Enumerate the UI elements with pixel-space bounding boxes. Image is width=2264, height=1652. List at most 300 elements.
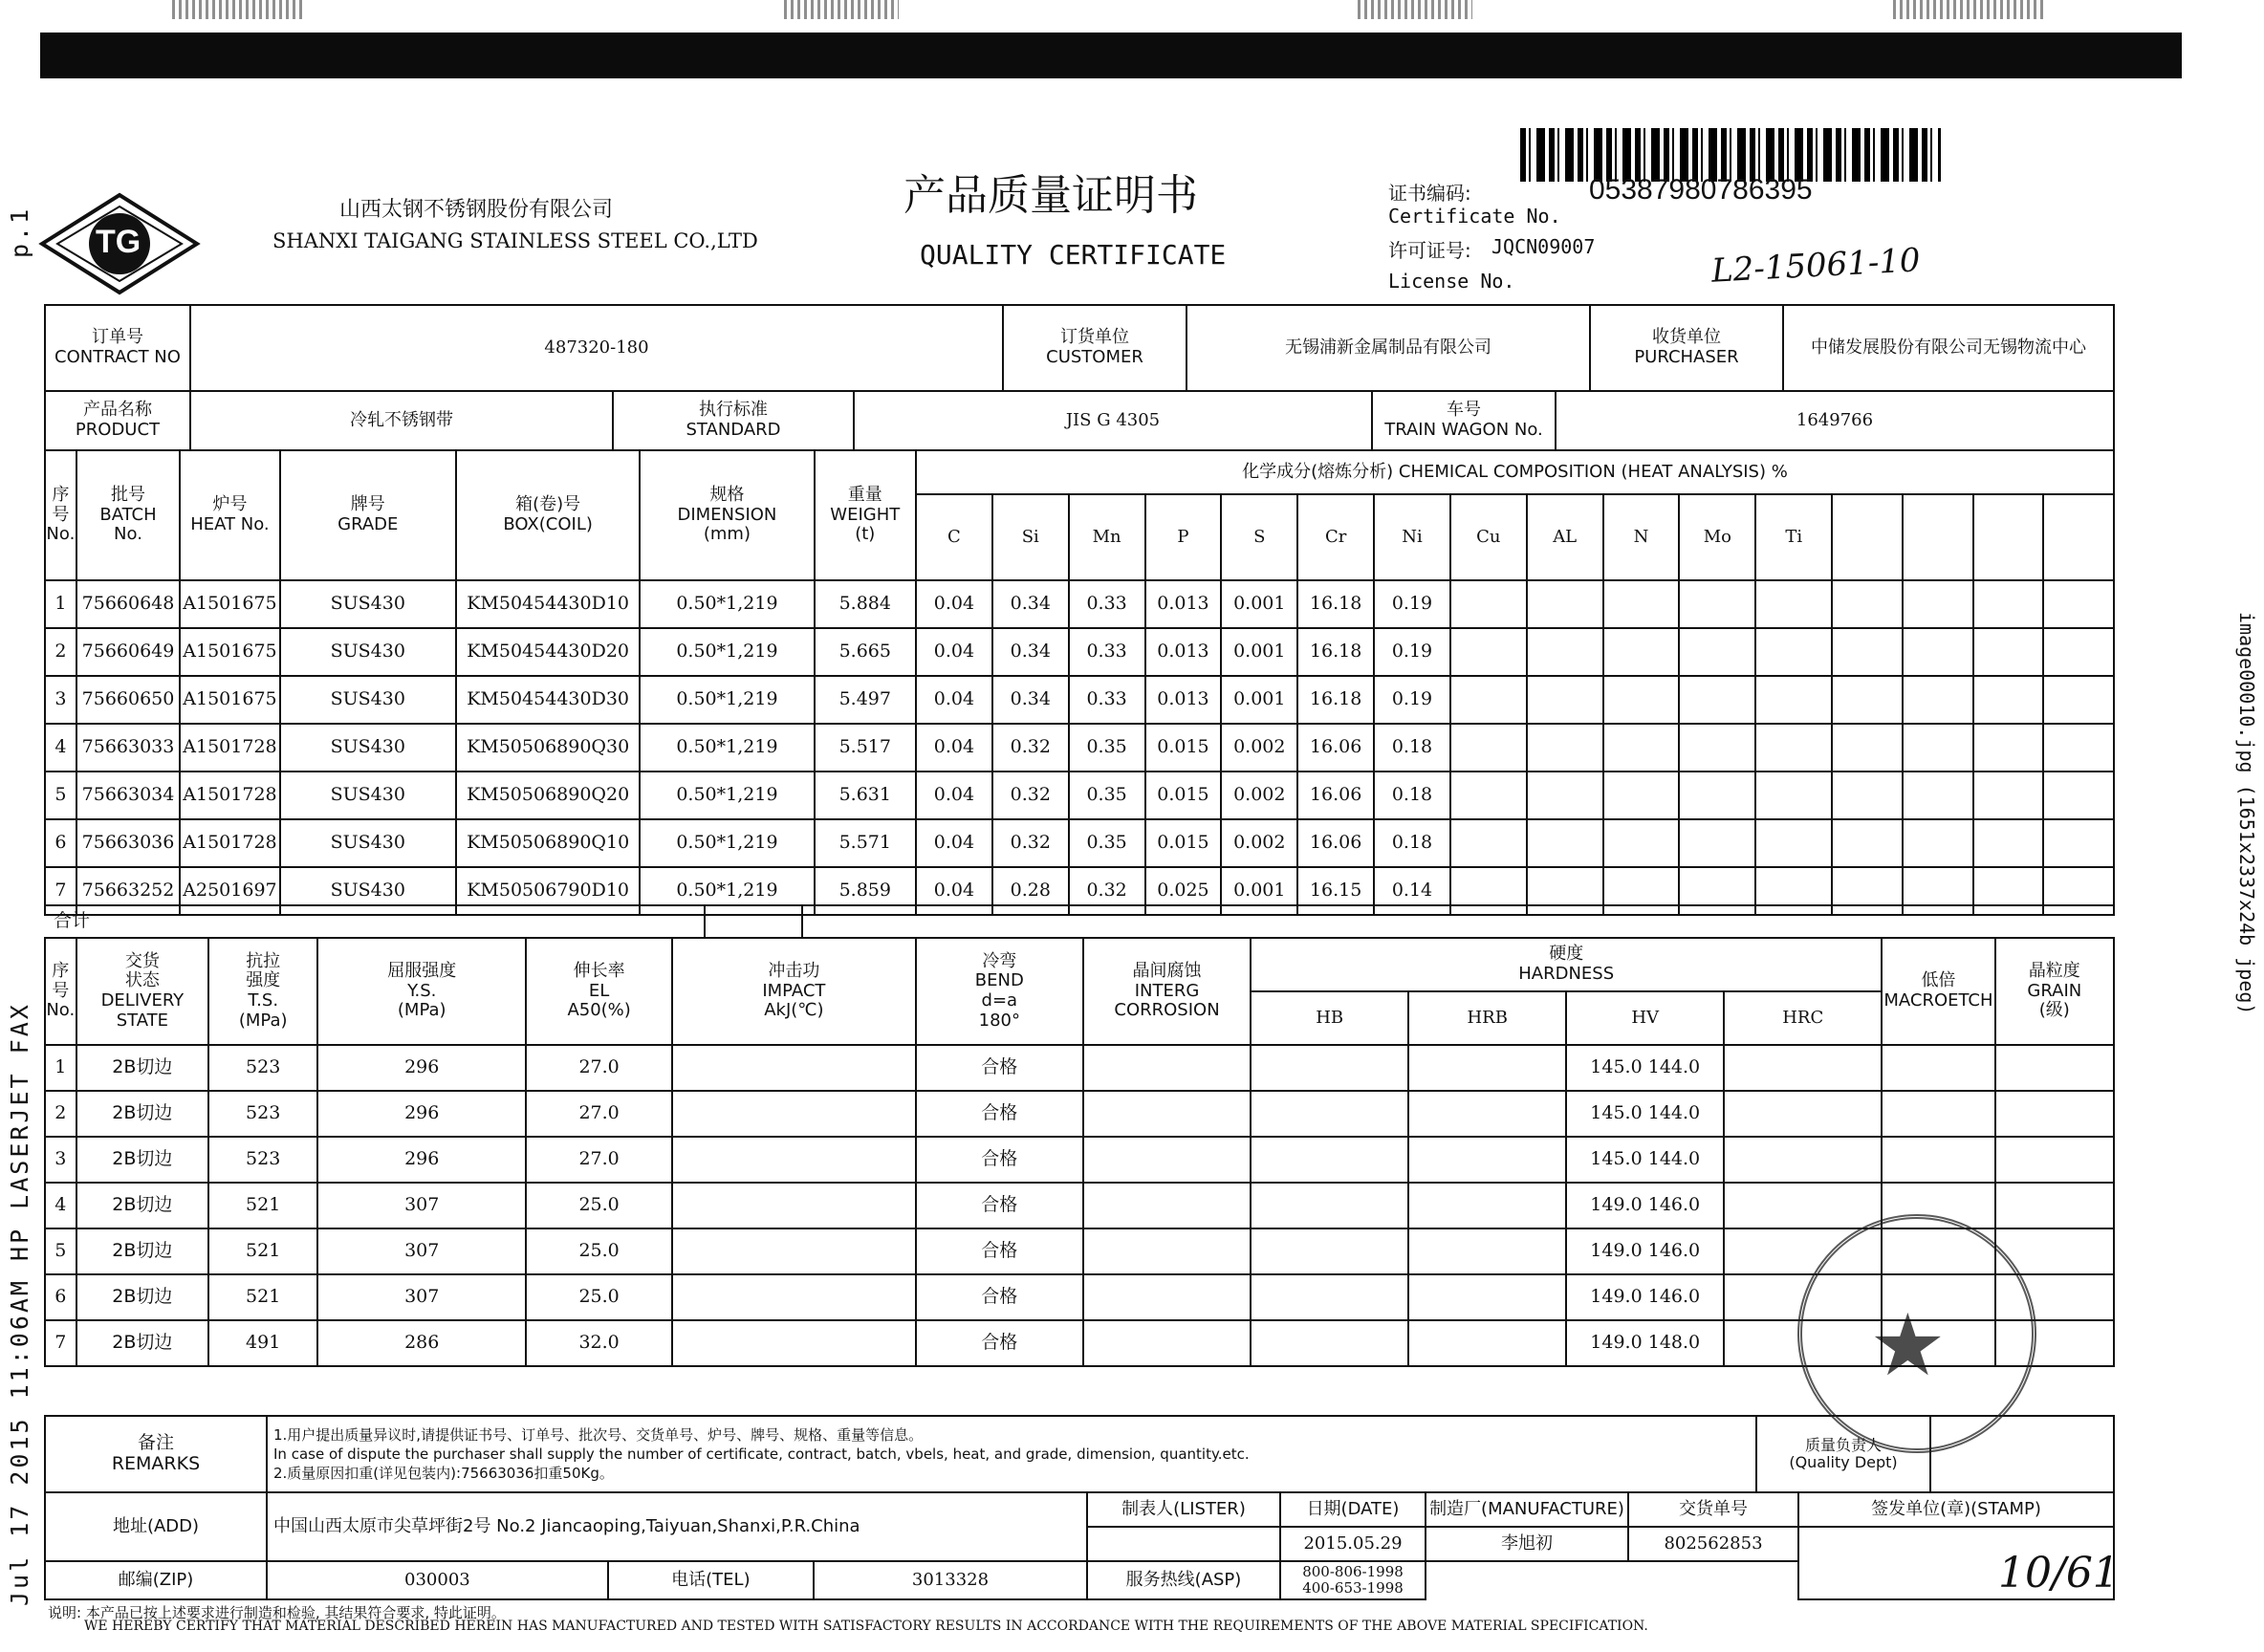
cell-heat: A1501675 — [180, 676, 279, 724]
cell-chem — [1679, 676, 1755, 724]
cell-delivery: 2B切边 — [76, 1045, 209, 1091]
standard-label: 执行标准 STANDARD — [613, 391, 854, 450]
cell-chem — [1973, 676, 2044, 724]
cell-no: 3 — [45, 1137, 76, 1183]
fax-side-header — [0, 96, 38, 1625]
cell-chem: 0.04 — [916, 580, 992, 628]
cell-empty — [1251, 1274, 1408, 1320]
official-stamp — [1797, 1214, 2036, 1453]
cell-no: 5 — [45, 1228, 76, 1274]
cell-chem: 0.04 — [916, 628, 992, 676]
cell-chem — [1755, 819, 1832, 867]
cell-chem: 16.06 — [1297, 724, 1374, 772]
cell-chem: 0.015 — [1145, 724, 1222, 772]
cell-chem — [1755, 628, 1832, 676]
cell-bend: 合格 — [916, 1183, 1083, 1228]
cell-empty — [1251, 1091, 1408, 1137]
cell-empty — [672, 1183, 916, 1228]
element-header — [1973, 494, 2044, 580]
cell-chem: 0.04 — [916, 819, 992, 867]
cell-bend: 合格 — [916, 1228, 1083, 1274]
cell-chem — [1450, 819, 1527, 867]
cell-chem: 0.32 — [992, 819, 1069, 867]
cell-chem: 0.32 — [992, 724, 1069, 772]
cell-chem — [1903, 580, 1973, 628]
element-header: S — [1221, 494, 1297, 580]
cell-no: 3 — [45, 676, 76, 724]
cell-weight: 5.665 — [815, 628, 916, 676]
fax-header-band — [40, 33, 2182, 78]
cell-empty — [1083, 1183, 1251, 1228]
logo-letters: TG — [96, 224, 142, 260]
cell-chem: 0.025 — [1145, 867, 1222, 915]
cell-delivery: 2B切边 — [76, 1091, 209, 1137]
col2-hardness: 硬度 HARDNESS — [1251, 938, 1882, 991]
cell-chem — [1755, 676, 1832, 724]
col-batch: 批号 BATCH No. — [76, 450, 181, 580]
element-header: Si — [992, 494, 1069, 580]
stamp-star-icon: ★ — [1869, 1295, 1947, 1396]
company-name-en: SHANXI TAIGANG STAINLESS STEEL CO.,LTD — [272, 229, 758, 252]
cell-empty — [1408, 1228, 1566, 1274]
table-row — [45, 1228, 2114, 1274]
cell-empty — [672, 1320, 916, 1366]
cell-hv: 149.0 148.0 — [1566, 1320, 1724, 1366]
cell-heat: A1501728 — [180, 819, 279, 867]
delivery-no-label: 交货单号 — [1628, 1492, 1798, 1527]
fax-noise — [1358, 0, 1472, 19]
cell-dim: 0.50*1,219 — [640, 724, 814, 772]
lister-label: 制表人(LISTER) — [1087, 1492, 1280, 1527]
cell-chem — [1603, 580, 1680, 628]
cell-chem — [1603, 676, 1680, 724]
asp-label: 服务热线(ASP) — [1087, 1561, 1280, 1599]
cell-chem — [1832, 580, 1903, 628]
cell-heat: A1501728 — [180, 724, 279, 772]
cell-delivery: 2B切边 — [76, 1274, 209, 1320]
element-header: Mo — [1679, 494, 1755, 580]
cell-dim: 0.50*1,219 — [640, 580, 814, 628]
cell-chem — [1973, 628, 2044, 676]
cell-chem — [1832, 628, 1903, 676]
cell-hv: 149.0 146.0 — [1566, 1228, 1724, 1274]
date-value: 2015.05.29 — [1280, 1527, 1426, 1561]
table-row — [45, 676, 2114, 724]
cell-empty — [672, 1137, 916, 1183]
cell-grade: SUS430 — [280, 867, 456, 915]
cell-chem — [1450, 676, 1527, 724]
cell-chem: 0.001 — [1221, 867, 1297, 915]
cell-batch: 75663252 — [76, 867, 181, 915]
element-header: Ni — [1374, 494, 1450, 580]
cell-box: KM50454430D20 — [456, 628, 640, 676]
cell-weight: 5.497 — [815, 676, 916, 724]
cell-delivery: 2B切边 — [76, 1228, 209, 1274]
cell-el: 25.0 — [526, 1183, 672, 1228]
cell-chem: 0.04 — [916, 867, 992, 915]
cell-chem — [2043, 724, 2114, 772]
cell-chem: 0.33 — [1069, 628, 1145, 676]
cell-chem — [1527, 819, 1603, 867]
footer-blank — [1426, 1561, 1798, 1599]
cell-empty — [1995, 1045, 2114, 1091]
remark-line: In case of dispute the purchaser shall supply the number of certificate, contract, batch, vbels, heat, and grade, dimension, quantity.etc. — [273, 1445, 1250, 1463]
stamp-label: 签发单位(章)(STAMP) — [1798, 1492, 2114, 1527]
cell-chem — [1603, 772, 1680, 819]
cell-grade: SUS430 — [280, 676, 456, 724]
product-info-table — [44, 390, 2115, 451]
image-filename: image00010.jpg (1651x2337x24b jpeg) — [2235, 612, 2258, 1015]
tel-label: 电话(TEL) — [608, 1561, 814, 1599]
title-cn: 产品质量证明书 — [903, 171, 1198, 220]
cell-chem — [1450, 580, 1527, 628]
element-header: P — [1145, 494, 1222, 580]
cell-delivery: 2B切边 — [76, 1137, 209, 1183]
lister-value — [1087, 1527, 1280, 1561]
cell-chem — [1755, 580, 1832, 628]
cell-el: 25.0 — [526, 1228, 672, 1274]
element-header — [1832, 494, 1903, 580]
cell-chem: 0.32 — [1069, 867, 1145, 915]
cell-chem — [1603, 819, 1680, 867]
table-row — [45, 772, 2114, 819]
cell-empty — [1083, 1274, 1251, 1320]
cell-chem: 0.002 — [1221, 772, 1297, 819]
total-label: 合计 — [44, 905, 705, 938]
fax-noise — [172, 0, 306, 19]
cell-dim: 0.50*1,219 — [640, 819, 814, 867]
cell-empty — [1408, 1183, 1566, 1228]
chemical-table-body — [45, 450, 2114, 915]
asp-value: 800-806-1998 400-653-1998 — [1280, 1561, 1426, 1599]
col2-impact: 冲击功 IMPACT AkJ(℃) — [672, 938, 916, 1045]
table-row — [45, 1045, 2114, 1091]
cell-bend: 合格 — [916, 1320, 1083, 1366]
cell-ts: 523 — [208, 1045, 317, 1091]
cell-weight: 5.571 — [815, 819, 916, 867]
wagon-label: 车号 TRAIN WAGON No. — [1372, 391, 1556, 450]
cell-chem — [2043, 819, 2114, 867]
customer-value: 无锡浦新金属制品有限公司 — [1186, 305, 1590, 391]
cell-chem: 0.015 — [1145, 772, 1222, 819]
cell-chem: 0.001 — [1221, 580, 1297, 628]
cell-el: 25.0 — [526, 1274, 672, 1320]
page-marker: p.1 — [6, 206, 33, 258]
cell-box: KM50506890Q20 — [456, 772, 640, 819]
cell-chem — [1679, 772, 1755, 819]
cell-empty — [1995, 1183, 2114, 1228]
col-box: 箱(卷)号 BOX(COIL) — [456, 450, 640, 580]
zip-label: 邮编(ZIP) — [45, 1561, 267, 1599]
cell-chem: 0.35 — [1069, 724, 1145, 772]
cell-chem — [1832, 724, 1903, 772]
cell-empty — [1995, 1091, 2114, 1137]
cell-ts: 521 — [208, 1274, 317, 1320]
cell-chem: 0.002 — [1221, 724, 1297, 772]
cell-chem — [1527, 724, 1603, 772]
cell-batch: 75663034 — [76, 772, 181, 819]
table-row — [45, 628, 2114, 676]
col-heat: 炉号 HEAT No. — [180, 450, 279, 580]
cell-empty — [1083, 1045, 1251, 1091]
cell-chem — [2043, 628, 2114, 676]
cell-hv: 149.0 146.0 — [1566, 1274, 1724, 1320]
cell-ys: 286 — [317, 1320, 526, 1366]
col2-bend: 冷弯 BEND d=a 180° — [916, 938, 1083, 1045]
manufacture-label: 制造厂(MANUFACTURE) — [1426, 1492, 1628, 1527]
cell-ys: 296 — [317, 1137, 526, 1183]
cell-chem — [1450, 724, 1527, 772]
handwritten-reference: L2-15061-10 — [1710, 241, 1922, 291]
quality-dept-label: 质量负责人 (Quality Dept) — [1756, 1416, 1930, 1492]
cell-chem: 16.06 — [1297, 772, 1374, 819]
element-header: Cu — [1450, 494, 1527, 580]
cell-chem: 0.35 — [1069, 772, 1145, 819]
cell-empty — [1408, 1045, 1566, 1091]
fax-timestamp: Jul 17 2015 11:06AM HP LASERJET FAX — [6, 1002, 33, 1606]
cell-chem: 0.04 — [916, 724, 992, 772]
cell-empty — [672, 1045, 916, 1091]
cell-chem: 0.18 — [1374, 724, 1450, 772]
cell-ts: 491 — [208, 1320, 317, 1366]
cell-chem — [1973, 724, 2044, 772]
license-label-en: License No. — [1388, 270, 1515, 293]
total-blank — [802, 905, 2115, 938]
cell-no: 2 — [45, 628, 76, 676]
cell-empty — [1083, 1091, 1251, 1137]
cell-chem — [1832, 676, 1903, 724]
cell-chem: 0.013 — [1145, 580, 1222, 628]
element-header: Mn — [1069, 494, 1145, 580]
cell-empty — [1251, 1045, 1408, 1091]
cell-ts: 521 — [208, 1228, 317, 1274]
cell-grade: SUS430 — [280, 724, 456, 772]
cell-chem: 16.18 — [1297, 580, 1374, 628]
contract-number: 487320-180 — [190, 305, 1003, 391]
cell-batch: 75663033 — [76, 724, 181, 772]
cell-chem — [1527, 628, 1603, 676]
cell-batch: 75660650 — [76, 676, 181, 724]
cell-ts: 523 — [208, 1137, 317, 1183]
cell-no: 4 — [45, 724, 76, 772]
cell-chem: 16.18 — [1297, 676, 1374, 724]
tel-value: 3013328 — [814, 1561, 1087, 1599]
company-name-cn: 山西太钢不锈钢股份有限公司 — [339, 198, 614, 222]
cell-empty — [1408, 1137, 1566, 1183]
standard-value: JIS G 4305 — [854, 391, 1372, 450]
cell-empty — [1408, 1091, 1566, 1137]
cell-chem — [1527, 772, 1603, 819]
col2-hv: HV — [1566, 991, 1724, 1045]
cell-chem: 0.001 — [1221, 676, 1297, 724]
cell-chem: 0.04 — [916, 676, 992, 724]
cell-chem: 0.34 — [992, 628, 1069, 676]
address-label: 地址(ADD) — [45, 1492, 267, 1561]
table-row — [45, 1091, 2114, 1137]
cell-box: KM50454430D10 — [456, 580, 640, 628]
cell-chem: 0.001 — [1221, 628, 1297, 676]
remarks-label: 备注 REMARKS — [45, 1416, 267, 1492]
cell-grade: SUS430 — [280, 580, 456, 628]
cell-hv: 149.0 146.0 — [1566, 1183, 1724, 1228]
cell-no: 1 — [45, 580, 76, 628]
col2-el: 伸长率 EL A50(%) — [526, 938, 672, 1045]
cell-chem: 0.013 — [1145, 676, 1222, 724]
cell-chem — [1679, 724, 1755, 772]
wagon-value: 1649766 — [1556, 391, 2114, 450]
cell-box: KM50506890Q10 — [456, 819, 640, 867]
col-dimension: 规格 DIMENSION (mm) — [640, 450, 814, 580]
date-label: 日期(DATE) — [1280, 1492, 1426, 1527]
col2-grain: 晶粒度 GRAIN (级) — [1995, 938, 2114, 1045]
cell-box: KM50454430D30 — [456, 676, 640, 724]
remark-line: 2.质量原因扣重(详见包装内):75663036扣重50Kg。 — [273, 1465, 614, 1483]
cell-bend: 合格 — [916, 1091, 1083, 1137]
cell-chem — [2043, 580, 2114, 628]
cell-chem: 0.002 — [1221, 819, 1297, 867]
col-weight: 重量 WEIGHT (t) — [815, 450, 916, 580]
cell-chem — [1832, 819, 1903, 867]
col2-delivery: 交货 状态 DELIVERY STATE — [76, 938, 209, 1045]
cell-weight: 5.631 — [815, 772, 916, 819]
cell-bend: 合格 — [916, 1045, 1083, 1091]
cell-ys: 307 — [317, 1274, 526, 1320]
remark-line: 1.用户提出质量异议时,请提供证书号、订单号、批次号、交货单号、炉号、牌号、规格、重量等信息。 — [273, 1425, 924, 1444]
cell-empty — [1724, 1091, 1882, 1137]
cell-chem: 0.34 — [992, 676, 1069, 724]
footer-statement-en: WE HEREBY CERTIFY THAT MATERIAL DESCRIBED HEREIN HAS MANUFACTURED AND TESTED WITH SATISFACTORY RESULTS IN ACCORDANCE WITH THE REQUIREMENTS OF THE ABOVE MATERIAL SPECIFICATION. — [84, 1619, 1648, 1634]
cell-empty — [1882, 1091, 1994, 1137]
cell-no: 7 — [45, 1320, 76, 1366]
certificate-number: 05387980786395 — [1589, 174, 1813, 206]
cell-box: KM50506790D10 — [456, 867, 640, 915]
manufacture-value: 李旭初 — [1426, 1527, 1628, 1561]
cell-empty — [1408, 1274, 1566, 1320]
cell-grade: SUS430 — [280, 819, 456, 867]
chemical-composition-table — [44, 449, 2115, 916]
cell-chem: 0.32 — [992, 772, 1069, 819]
cell-chem — [1755, 772, 1832, 819]
cell-chem — [1903, 676, 1973, 724]
cell-empty — [672, 1228, 916, 1274]
cell-no: 2 — [45, 1091, 76, 1137]
cell-dim: 0.50*1,219 — [640, 772, 814, 819]
company-logo — [38, 191, 201, 296]
table-row — [45, 819, 2114, 867]
cell-batch: 75660648 — [76, 580, 181, 628]
element-header: AL — [1527, 494, 1603, 580]
title-en: QUALITY CERTIFICATE — [920, 239, 1227, 271]
col-grade: 牌号 GRADE — [280, 450, 456, 580]
cell-hv: 145.0 144.0 — [1566, 1091, 1724, 1137]
cell-chem: 0.18 — [1374, 819, 1450, 867]
cell-empty — [1251, 1183, 1408, 1228]
address-value: 中国山西太原市尖草坪街2号 No.2 Jiancaoping,Taiyuan,Shanxi,P.R.China — [267, 1492, 1087, 1561]
cell-hv: 145.0 144.0 — [1566, 1045, 1724, 1091]
cell-batch: 75663036 — [76, 819, 181, 867]
cell-el: 27.0 — [526, 1137, 672, 1183]
col2-no: 序 号 No. — [45, 938, 76, 1045]
cell-weight: 5.884 — [815, 580, 916, 628]
cell-empty — [1408, 1320, 1566, 1366]
col2-hb: HB — [1251, 991, 1408, 1045]
remarks-table — [44, 1415, 2115, 1493]
cell-chem — [1903, 819, 1973, 867]
cell-chem — [1603, 628, 1680, 676]
cell-chem — [2043, 676, 2114, 724]
cell-heat: A1501675 — [180, 580, 279, 628]
cell-bend: 合格 — [916, 1274, 1083, 1320]
element-header: Ti — [1755, 494, 1832, 580]
cell-ys: 307 — [317, 1183, 526, 1228]
cell-ys: 307 — [317, 1228, 526, 1274]
cell-empty — [1251, 1320, 1408, 1366]
cert-label-cn: 证书编码: — [1388, 182, 1471, 205]
cell-heat: A1501675 — [180, 628, 279, 676]
cell-chem — [1527, 580, 1603, 628]
table-row — [45, 1183, 2114, 1228]
cell-chem — [1450, 772, 1527, 819]
cell-empty — [1724, 1137, 1882, 1183]
col2-ys: 屈服强度 Y.S. (MPa) — [317, 938, 526, 1045]
cell-dim: 0.50*1,219 — [640, 867, 814, 915]
cell-chem — [1903, 772, 1973, 819]
cell-no: 5 — [45, 772, 76, 819]
footer-statement-cn: 说明: 本产品已按上述要求进行制造和检验, 其结果符合要求, 特此证明。 — [48, 1604, 506, 1621]
col2-hrb: HRB — [1408, 991, 1566, 1045]
fax-noise — [1893, 0, 2046, 19]
cell-chem: 16.15 — [1297, 867, 1374, 915]
cell-no: 1 — [45, 1045, 76, 1091]
element-header: Cr — [1297, 494, 1374, 580]
cell-grade: SUS430 — [280, 772, 456, 819]
table-row — [45, 580, 2114, 628]
cell-empty — [1083, 1228, 1251, 1274]
cell-chem: 0.34 — [992, 580, 1069, 628]
cell-empty — [672, 1274, 916, 1320]
cell-ys: 296 — [317, 1091, 526, 1137]
cell-no: 6 — [45, 819, 76, 867]
cell-bend: 合格 — [916, 1137, 1083, 1183]
cell-el: 32.0 — [526, 1320, 672, 1366]
product-label: 产品名称 PRODUCT — [45, 391, 190, 450]
cell-chem: 0.35 — [1069, 819, 1145, 867]
cell-ts: 523 — [208, 1091, 317, 1137]
element-header — [2043, 494, 2114, 580]
cell-heat: A1501728 — [180, 772, 279, 819]
cell-dim: 0.50*1,219 — [640, 628, 814, 676]
cell-hv: 145.0 144.0 — [1566, 1137, 1724, 1183]
cell-empty — [1251, 1228, 1408, 1274]
cell-chem — [1679, 580, 1755, 628]
cell-el: 27.0 — [526, 1045, 672, 1091]
cell-el: 27.0 — [526, 1091, 672, 1137]
remarks-text — [267, 1416, 1756, 1492]
cell-chem — [1903, 724, 1973, 772]
cell-chem: 0.28 — [992, 867, 1069, 915]
cell-no: 7 — [45, 867, 76, 915]
cell-chem — [1973, 819, 2044, 867]
cell-weight: 5.517 — [815, 724, 916, 772]
total-weight — [705, 905, 802, 938]
product-value: 冷轧不锈钢带 — [190, 391, 613, 450]
chem-header: 化学成分(熔炼分析) CHEMICAL COMPOSITION (HEAT ANALYSIS) % — [916, 450, 2114, 494]
cell-delivery: 2B切边 — [76, 1183, 209, 1228]
cell-chem — [1973, 580, 2044, 628]
cell-empty — [1724, 1045, 1882, 1091]
cell-chem: 0.015 — [1145, 819, 1222, 867]
cell-chem: 16.06 — [1297, 819, 1374, 867]
